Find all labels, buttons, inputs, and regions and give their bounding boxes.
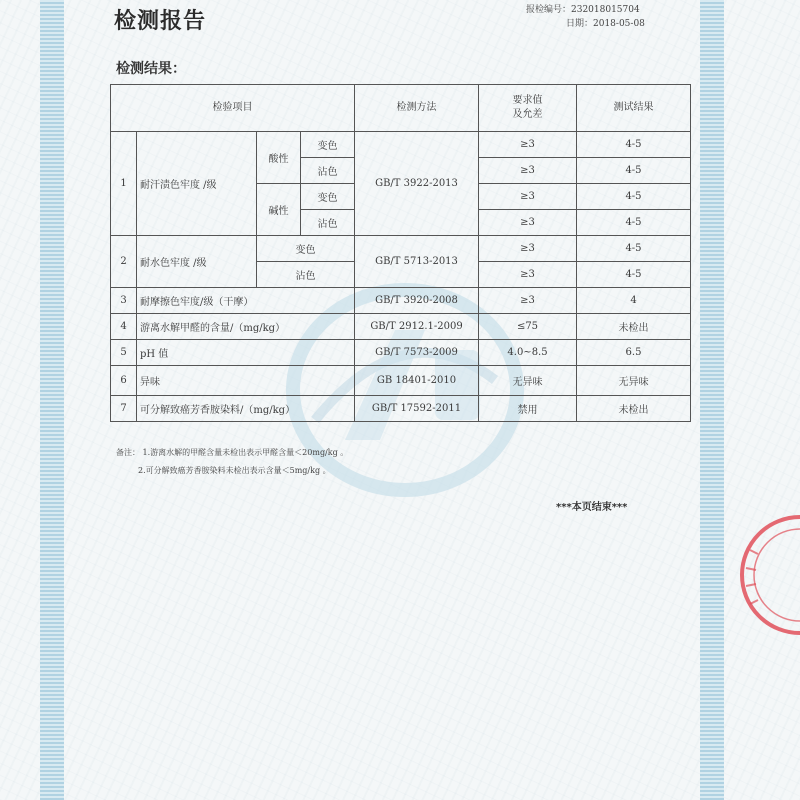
results-table <box>110 84 691 422</box>
row-requirement: ≥3 <box>479 236 577 262</box>
row-requirement: 禁用 <box>479 396 577 422</box>
notes <box>116 444 348 480</box>
row-requirement: ≥3 <box>479 132 577 158</box>
security-border-right <box>700 0 724 800</box>
row-method: GB/T 3920-2008 <box>355 288 479 314</box>
row-result: 4-5 <box>577 158 691 184</box>
row-requirement: ≥3 <box>479 184 577 210</box>
row-requirement: 无异味 <box>479 366 577 396</box>
row-method: GB/T 5713-2013 <box>355 236 479 288</box>
row-item: 耐水色牢度 /级 <box>137 236 257 288</box>
table-row <box>111 396 691 422</box>
row-requirement: ≤75 <box>479 314 577 340</box>
row-item: 可分解致癌芳香胺染料/（mg/kg） <box>137 396 355 422</box>
row-method: GB/T 2912.1-2009 <box>355 314 479 340</box>
row-result: 4-5 <box>577 210 691 236</box>
row-result: 未检出 <box>577 396 691 422</box>
row-method: GB/T 3922-2013 <box>355 132 479 236</box>
row-result: 4 <box>577 288 691 314</box>
section-title: 检测结果： <box>116 61 186 77</box>
row-method: GB/T 7573-2009 <box>355 340 479 366</box>
header-result: 测试结果 <box>577 85 691 132</box>
sub-label: 变色 <box>301 132 355 158</box>
report-title: 检测报告 <box>114 9 207 34</box>
row-item: 耐摩擦色牢度/级（干摩） <box>137 288 355 314</box>
table-row <box>111 340 691 366</box>
row-result: 6.5 <box>577 340 691 366</box>
table-header-row <box>111 85 691 132</box>
row-requirement: 4.0~8.5 <box>479 340 577 366</box>
row-number: 5 <box>111 340 137 366</box>
end-of-page-mark: ***本页结束*** <box>556 502 628 513</box>
sub-group-acid: 酸性 <box>257 132 301 184</box>
row-item: 耐汗渍色牢度 /级 <box>137 132 257 236</box>
sub-label: 变色 <box>257 236 355 262</box>
row-number: 2 <box>111 236 137 288</box>
row-number: 7 <box>111 396 137 422</box>
row-result: 4-5 <box>577 236 691 262</box>
sub-group-alkali: 碱性 <box>257 184 301 236</box>
table-row <box>111 314 691 340</box>
row-item: 游离水解甲醛的含量/（mg/kg） <box>137 314 355 340</box>
row-number: 3 <box>111 288 137 314</box>
table-row <box>111 366 691 396</box>
row-method: GB/T 17592-2011 <box>355 396 479 422</box>
sub-label: 沾色 <box>257 262 355 288</box>
row-number: 6 <box>111 366 137 396</box>
row-number: 1 <box>111 132 137 236</box>
red-seal-stamp <box>736 510 800 640</box>
table-row <box>111 288 691 314</box>
table-row <box>111 132 691 158</box>
row-number: 4 <box>111 314 137 340</box>
security-border-left <box>40 0 64 800</box>
header-method: 检测方法 <box>355 85 479 132</box>
row-requirement: ≥3 <box>479 262 577 288</box>
sub-label: 沾色 <box>301 158 355 184</box>
row-result: 无异味 <box>577 366 691 396</box>
row-item: 异味 <box>137 366 355 396</box>
header-item: 检验项目 <box>111 85 355 132</box>
row-method: GB 18401-2010 <box>355 366 479 396</box>
sub-label: 变色 <box>301 184 355 210</box>
note-line: 备注： 1.游离水解的甲醛含量未检出表示甲醛含量＜20mg/kg 。 <box>116 448 349 457</box>
row-result: 4-5 <box>577 262 691 288</box>
row-result: 4-5 <box>577 184 691 210</box>
row-item: pH 值 <box>137 340 355 366</box>
row-requirement: ≥3 <box>479 158 577 184</box>
row-requirement: ≥3 <box>479 288 577 314</box>
row-result: 未检出 <box>577 314 691 340</box>
note-line: 2.可分解致癌芳香胺染料未检出表示含量＜5mg/kg 。 <box>138 466 331 475</box>
report-date: 日期：2018-05-08 <box>566 19 645 29</box>
header-requirement: 要求值 及允差 <box>479 85 577 132</box>
sub-label: 沾色 <box>301 210 355 236</box>
row-result: 4-5 <box>577 132 691 158</box>
report-number: 报检编号：232018015704 <box>526 5 640 15</box>
row-requirement: ≥3 <box>479 210 577 236</box>
table-row <box>111 236 691 262</box>
